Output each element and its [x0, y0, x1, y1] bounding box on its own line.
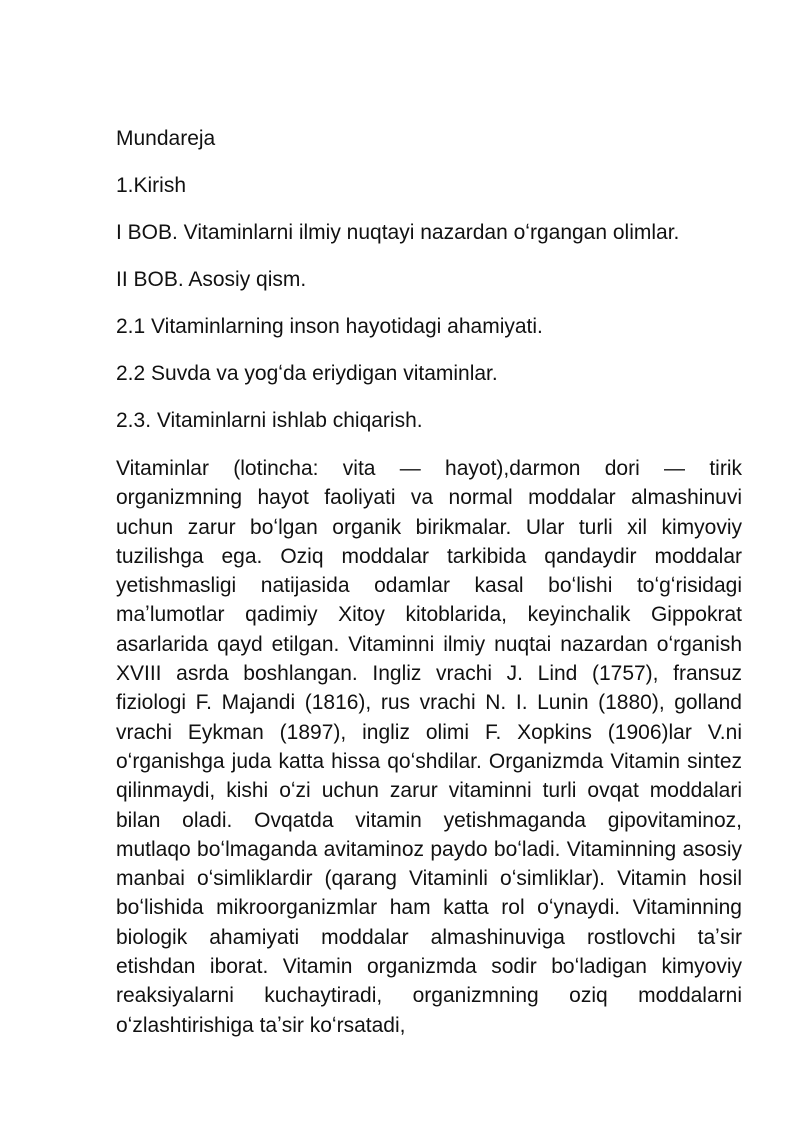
toc-item-section-2-3: 2.3. Vitaminlarni ishlab chiqarish. [116, 409, 423, 432]
toc-item-introduction: 1.Kirish [116, 174, 187, 197]
toc-title: Mundareja [116, 127, 216, 150]
document-content [116, 124, 742, 1040]
body-paragraph: Vitaminlar (lotincha: vita — hayot),darmon dori — tirik organizmning hayot faoliyati va normal moddalar almashinuvi uchun zarur boʻlgan organik birikmalar. Ular turli xil kimyoviy tuzilishga ega. Oziq moddalar tarkibida qandaydir moddalar yetishmasligi natijasida odamlar kasal boʻlishi toʻgʻrisidagi maʼlumotlar qadimiy Xitoy kitoblarida, keyinchalik Gippokrat asarlarida qayd etilgan. Vitaminni ilmiy nuqtai nazardan oʻrganish XVIII asrda boshlangan. Ingliz vrachi J. Lind (1757), fransuz fiziologi F. Majandi (1816), rus vrachi N. I. Lunin (1880), golland vrachi Eykman (1897), ingliz olimi F. Xopkins (1906)lar V.ni oʻrganishga juda katta hissa qoʻshdilar. Organizmda Vitamin sintez qilinmaydi, kishi oʻzi uchun zarur vitaminni turli ovqat moddalari bilan oladi. Ovqatda vitamin yetishmaganda gipovitaminoz, mutlaqo boʻlmaganda avitaminoz paydo boʻladi. Vitaminning asosiy manbai oʻsimliklardir (qarang Vitaminli oʻsimliklar). Vitamin hosil boʻlishida mikroorganizmlar ham katta rol oʻynaydi. Vitaminning biologik ahamiyati moddalar almashinuviga rostlovchi taʼsir etishdan iborat. Vitamin organizmda sodir boʻladigan kimyoviy reaksiyalarni kuchaytiradi, organizmning oziq moddalarni oʻzlashtirishiga taʼsir koʻrsatadi, [116, 457, 742, 1037]
toc-item-section-2-1: 2.1 Vitaminlarning inson hayotidagi ahamiyati. [116, 315, 543, 338]
toc-item-chapter-one: I BOB. Vitaminlarni ilmiy nuqtayi nazardan oʻrgangan olimlar. [116, 221, 680, 244]
toc-item-section-2-2: 2.2 Suvda va yogʻda eriydigan vitaminlar. [116, 362, 498, 385]
toc-item-chapter-two: II BOB. Asosiy qism. [116, 268, 307, 291]
